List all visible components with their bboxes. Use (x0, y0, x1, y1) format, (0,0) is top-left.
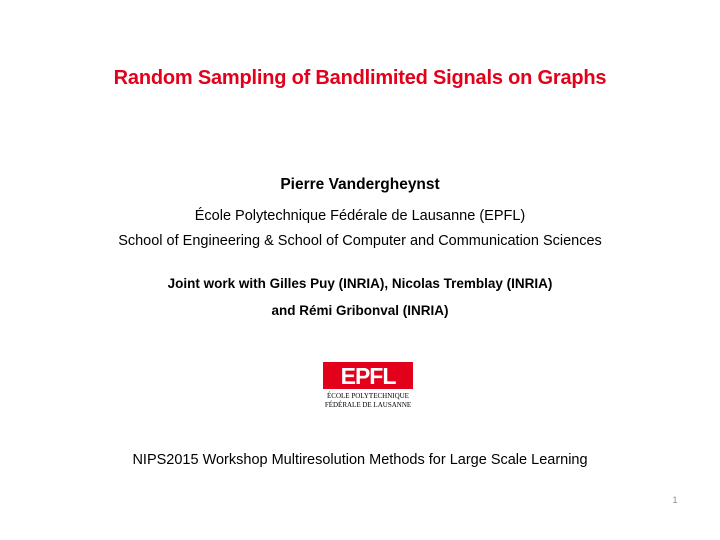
workshop-name: NIPS2015 Workshop Multiresolution Methods for Large Scale Learning (132, 452, 588, 468)
epfl-logo (320, 362, 416, 410)
epfl-logo-wordmark: EPFL (340, 363, 396, 389)
slide-title: Random Sampling of Bandlimited Signals on Graphs (113, 67, 607, 89)
author-name: Pierre Vandergheynst (280, 176, 440, 193)
joint-work-line-2: and Rémi Gribonval (INRIA) (271, 303, 449, 318)
epfl-logo-line-1: ÉCOLE POLYTECHNIQUE (327, 392, 409, 400)
epfl-logo-line-2: FÉDÉRALE DE LAUSANNE (324, 401, 412, 409)
affiliation-line-2: School of Engineering & School of Computer and Communication Sciences (118, 233, 602, 249)
affiliation-line-1: École Polytechnique Fédérale de Lausanne (EPFL) (194, 208, 526, 224)
joint-work-line-1: Joint work with Gilles Puy (INRIA), Nicolas Tremblay (INRIA) (167, 276, 553, 291)
page-number: 1 (672, 495, 678, 505)
